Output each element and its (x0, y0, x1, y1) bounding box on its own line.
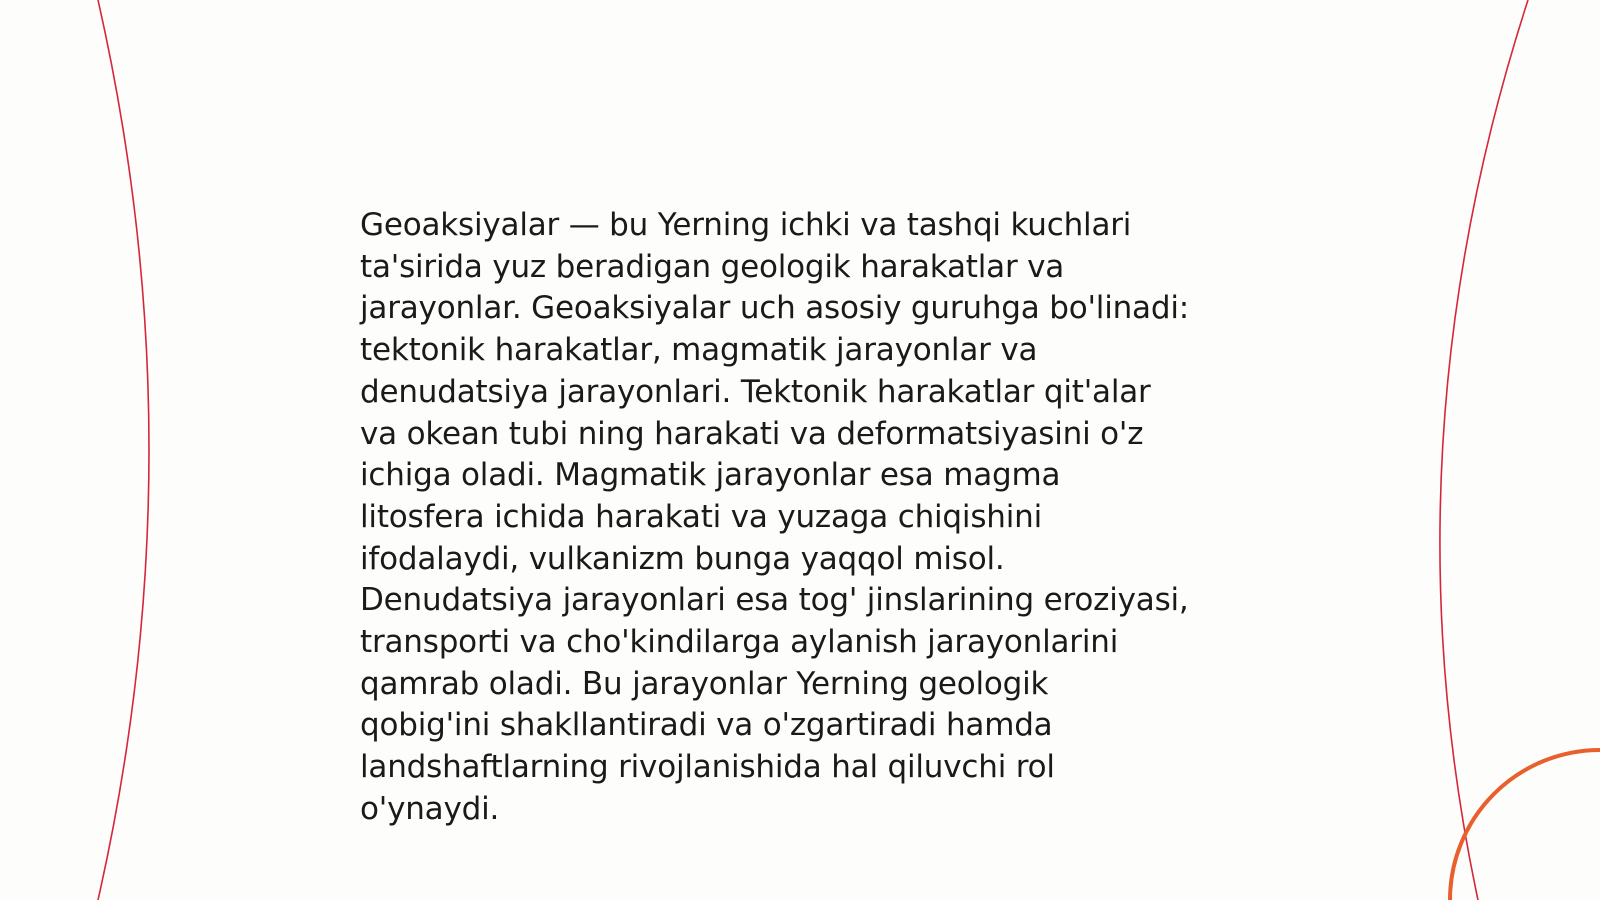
left-arc-decoration (98, 0, 149, 900)
paragraph-line: o'ynaydi. (360, 790, 500, 827)
body-paragraph (360, 205, 1260, 831)
paragraph-line: landshaftlarning rivojlanishida hal qiluvchi rol (360, 749, 1055, 786)
paragraph-line: Geoaksiyalar — bu Yerning ichki va tashqi kuchlari (360, 207, 1132, 243)
paragraph-line: tektonik harakatlar, magmatik jarayonlar va (360, 332, 1038, 369)
paragraph-line: jarayonlar. Geoaksiyalar uch asosiy guruhga bo'linadi: (360, 290, 1189, 327)
paragraph-line: denudatsiya jarayonlari. Tektonik harakatlar qit'alar (360, 373, 1151, 410)
paragraph-line: va okean tubi ning harakati va deformatsiyasini o'z (360, 415, 1144, 452)
paragraph-line: litosfera ichida harakati va yuzaga chiqishini (360, 498, 1042, 535)
paragraph-line: qobig'ini shakllantiradi va o'zgartiradi hamda (360, 707, 1053, 744)
orange-circle-decoration (1450, 750, 1600, 900)
paragraph-line: transporti va cho'kindilarga aylanish jarayonlarini (360, 624, 1119, 661)
paragraph-line: ifodalaydi, vulkanizm bunga yaqqol misol. (360, 540, 1005, 577)
right-arc-decoration (1440, 0, 1528, 900)
paragraph-line: ichiga oladi. Magmatik jarayonlar esa magma (360, 457, 1061, 494)
paragraph-line: Denudatsiya jarayonlari esa tog' jinslarining eroziyasi, (360, 582, 1189, 619)
paragraph-line: ta'sirida yuz beradigan geologik harakatlar va (360, 248, 1065, 285)
paragraph-line: qamrab oladi. Bu jarayonlar Yerning geologik (360, 665, 1049, 702)
